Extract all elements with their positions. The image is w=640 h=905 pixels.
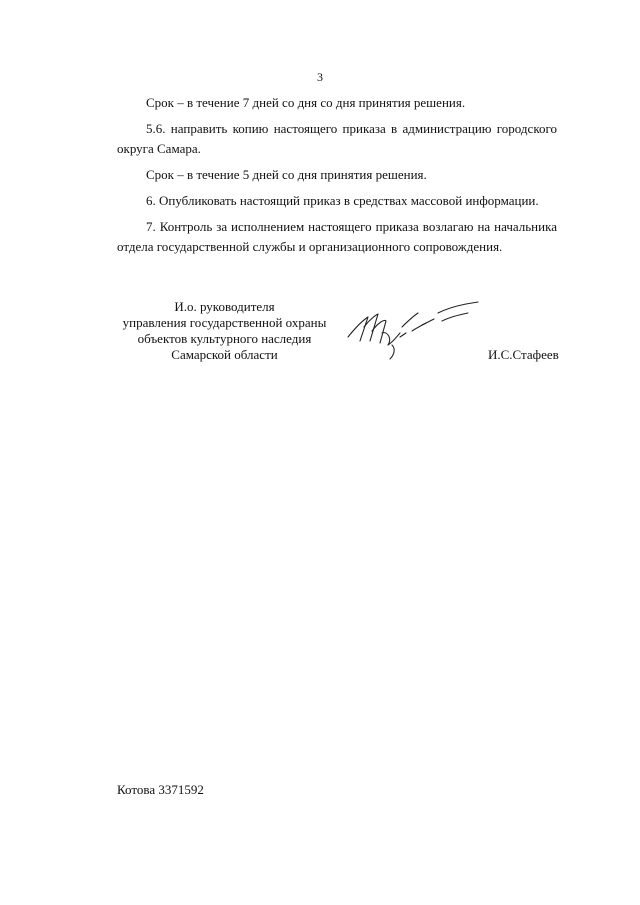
order-body [117,93,557,257]
handwritten-signature [342,297,482,367]
position-line: Самарской области [171,347,278,362]
footer-contact: Котова 3371592 [117,782,204,797]
paragraph-7: 7. Контроль за исполнением настоящего приказа возлагаю на начальника отдела государственной службы и организационного сопровождения. [117,219,557,254]
paragraph-6: 6. Опубликовать настоящий приказ в средствах массовой информации. [146,193,539,208]
position-line: И.о. руководителя [174,299,275,314]
signer-name: И.С.Стафеев [488,347,559,362]
position-line: объектов культурного наследия [137,331,312,346]
paragraph-5-6: 5.6. направить копию настоящего приказа в администрацию городского округа Самара. [117,121,557,156]
paragraph-deadline-1: Срок – в течение 7 дней со дня со дня принятия решения. [146,95,466,110]
position-line: управления государственной охраны [122,315,327,330]
page-number: 3 [317,70,323,84]
paragraph-deadline-2: Срок – в течение 5 дней со дня принятия решения. [146,167,427,182]
signatory-position [117,299,332,363]
